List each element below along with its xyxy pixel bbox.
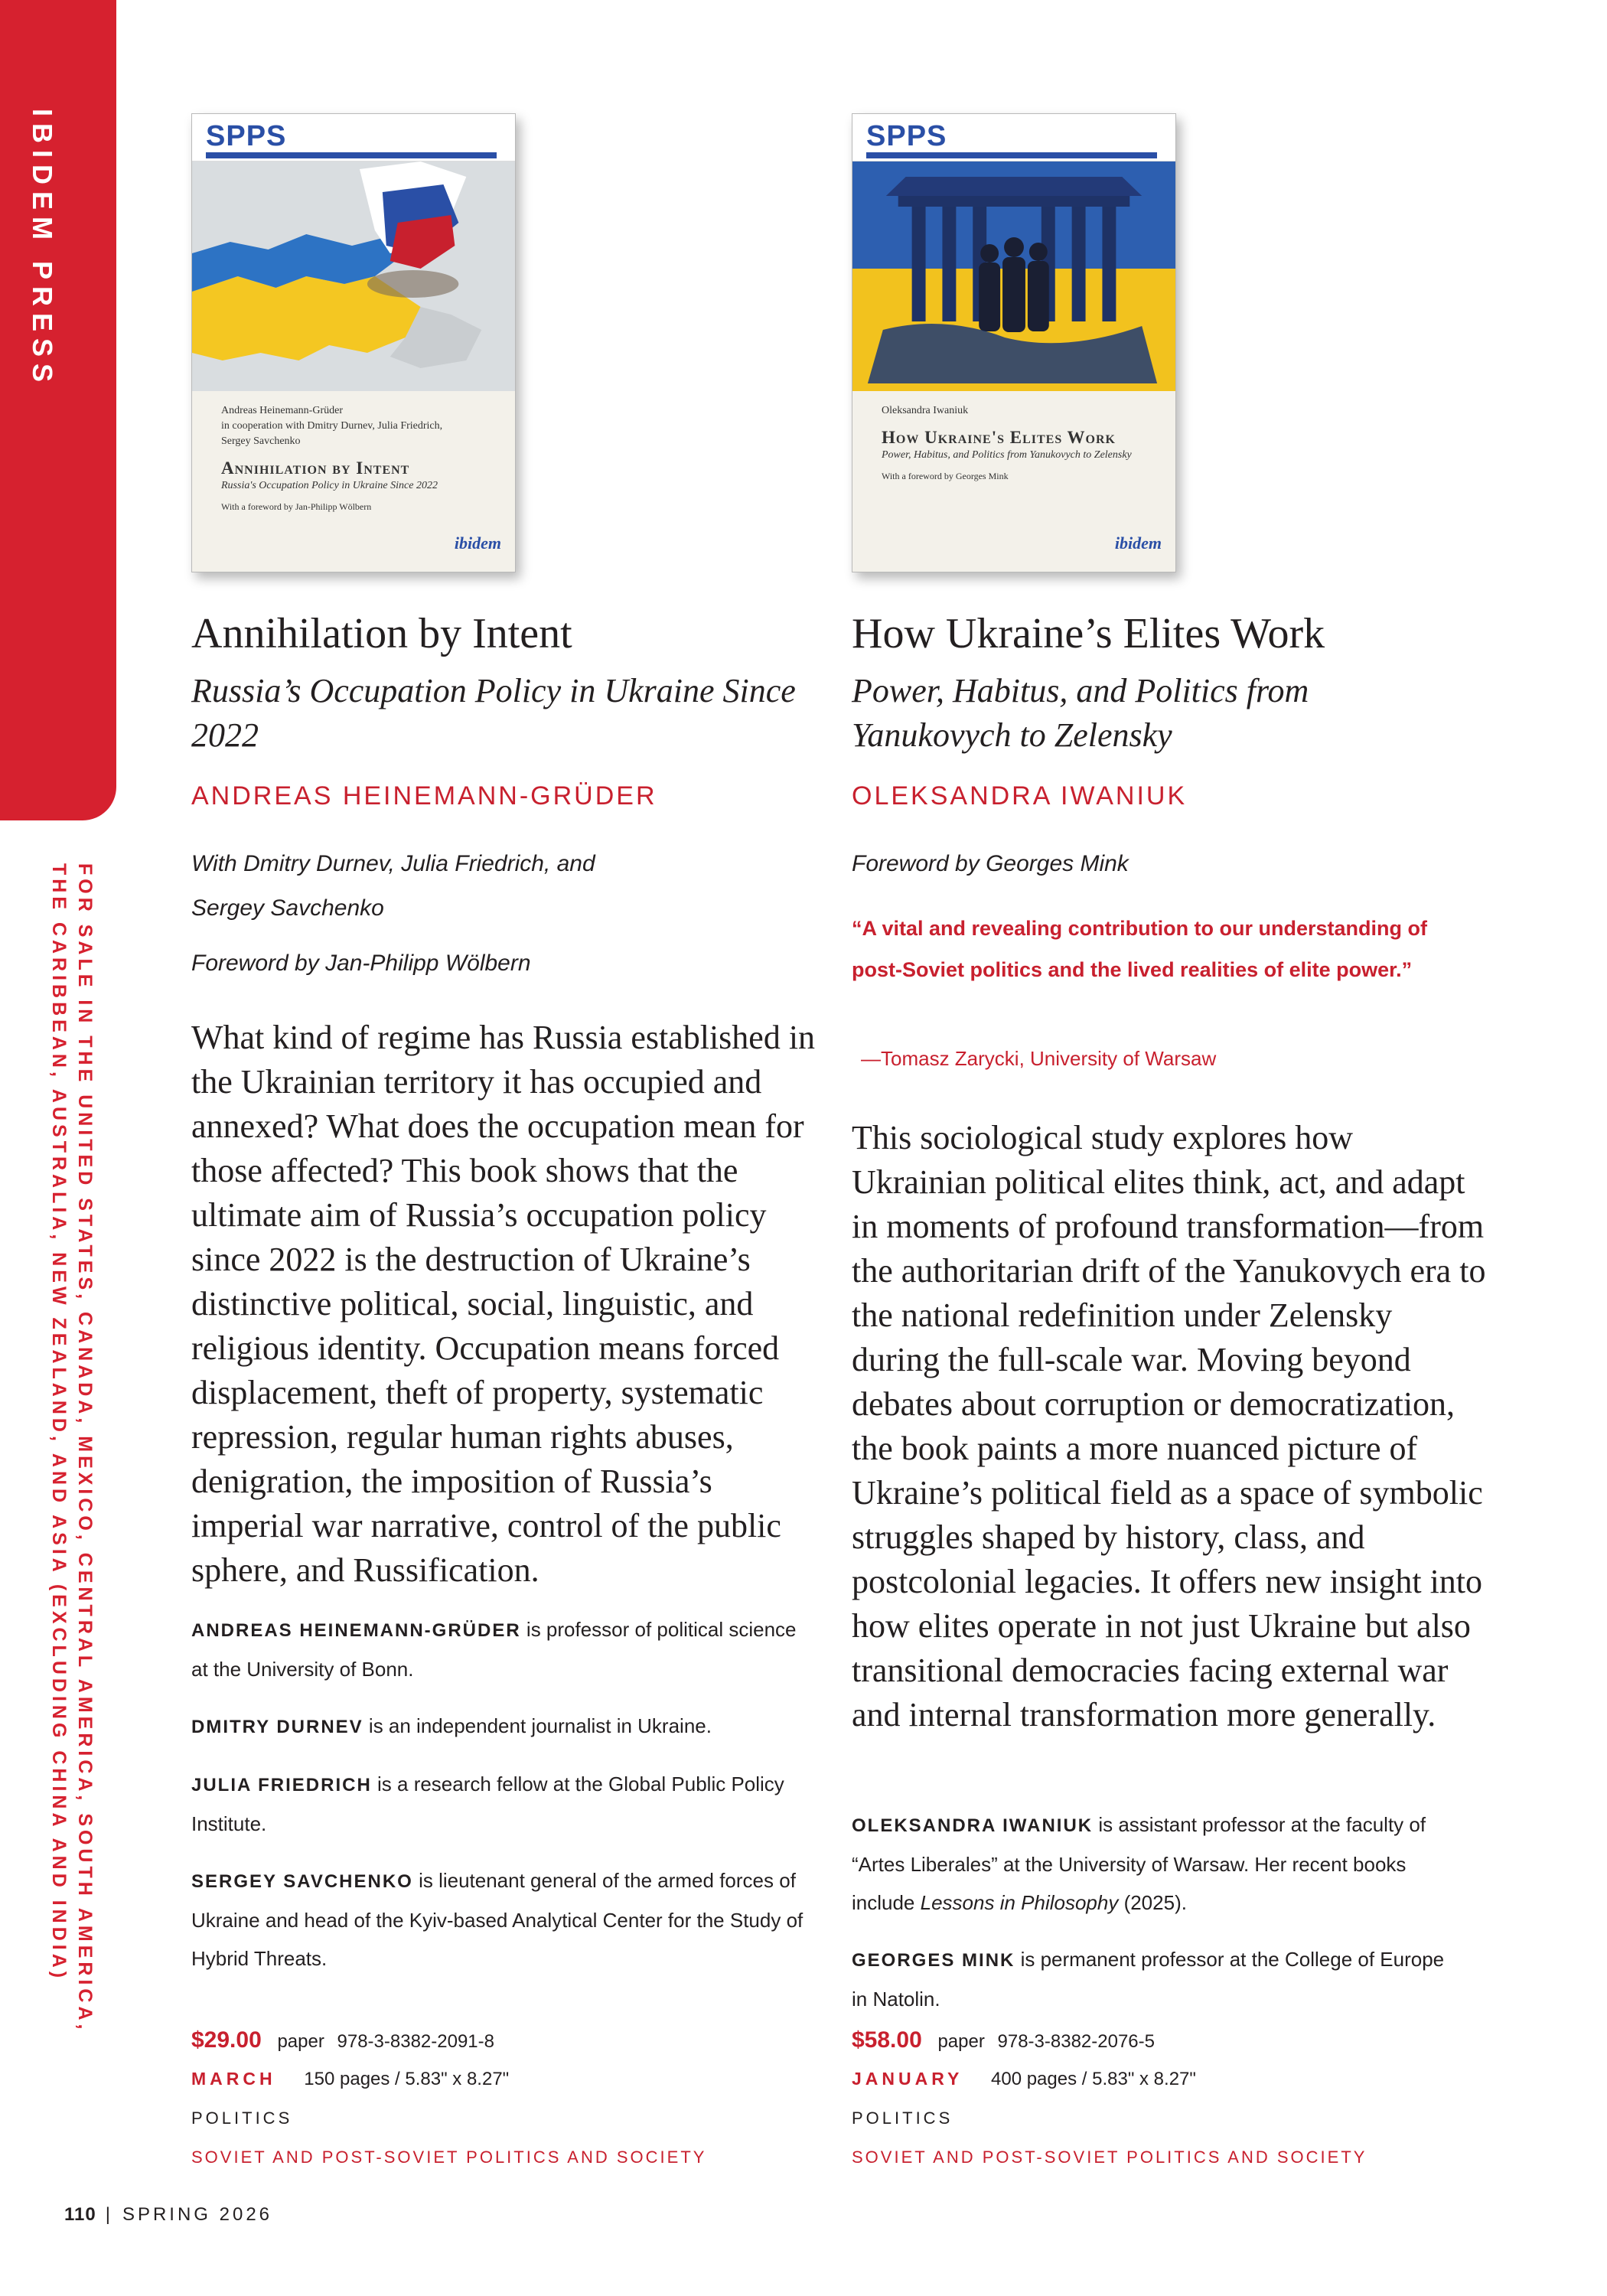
bio-entry bbox=[852, 1940, 1464, 2018]
price: $29.00 bbox=[191, 2027, 262, 2053]
page-specs: 150 pages / 5.83" x 8.27" bbox=[304, 2069, 510, 2089]
subject-category: POLITICS bbox=[191, 2108, 293, 2128]
book-metadata bbox=[852, 2020, 1367, 2177]
book-metadata bbox=[191, 2020, 706, 2177]
book-title: Annihilation by Intent bbox=[191, 610, 572, 657]
foreword-credit: Foreword by Jan-Philipp Wölbern bbox=[191, 951, 531, 976]
contributors-line: With Dmitry Durnev, Julia Friedrich, and bbox=[191, 851, 595, 876]
bio-name: DMITRY DURNEV bbox=[191, 1717, 363, 1737]
cover-author: Oleksandra Iwaniuk bbox=[882, 405, 969, 416]
price: $58.00 bbox=[852, 2027, 922, 2053]
book-description: What kind of regime has Russia established in the Ukrainian territory it has occupied and annexed? What does the occupation mean for those affected? This book shows that the ultimate aim of Russia’s occupation policy since 2022 is the destruction of Ukraine’s distinctive political, social, linguistic, and religious identity. Occupation means forced displacement, theft of property, systematic repression, regular human rights abuses, denigration, the imposition of Russia’s imperial war narrative, control of the public sphere, and Russification. bbox=[191, 1019, 816, 1589]
bio-text: is lieutenant general of the armed forces of Ukraine and head of the Kyiv-based Analytical Center for the Study of Hybrid Threats. bbox=[191, 1869, 804, 1970]
series-logo: SPPS bbox=[206, 120, 287, 152]
cover-subtitle: Power, Habitus, and Politics from Yanukovych to Zelensky bbox=[882, 449, 1132, 461]
cover-illustration-building bbox=[852, 161, 1175, 391]
bio-text: is a research fellow at the Global Public Policy Institute. bbox=[191, 1773, 784, 1835]
bio-text: is assistant professor at the faculty of “Artes Liberales” at the University of Warsaw. Her recent books include bbox=[852, 1813, 1426, 1914]
isbn: 978-3-8382-2076-5 bbox=[997, 2031, 1155, 2052]
cover-author: Andreas Heinemann-Grüder bbox=[221, 405, 343, 416]
bio-entry bbox=[191, 1707, 804, 1746]
series-name: SOVIET AND POST-SOVIET POLITICS AND SOCIETY bbox=[852, 2148, 1367, 2167]
cover-subtitle: Russia's Occupation Policy in Ukraine Since 2022 bbox=[221, 480, 438, 491]
bio-text: is permanent professor at the College of Europe in Natolin. bbox=[852, 1948, 1445, 2011]
cover-imprint: ibidem bbox=[1114, 533, 1162, 553]
publication-month: MARCH bbox=[191, 2069, 276, 2089]
bio-entry bbox=[852, 1805, 1464, 1922]
book-subtitle: Russia’s Occupation Policy in Ukraine Since 2022 bbox=[191, 672, 796, 754]
cover-series-header bbox=[192, 114, 515, 161]
bio-name: SERGEY SAVCHENKO bbox=[191, 1871, 413, 1892]
bio-entry bbox=[191, 1610, 804, 1688]
bio-text: is professor of political science at the University of Bonn. bbox=[191, 1618, 797, 1681]
bio-book-title: Lessons in Philosophy bbox=[920, 1891, 1119, 1914]
bio-text: is an independent journalist in Ukraine. bbox=[363, 1714, 712, 1737]
book-author: ANDREAS HEINEMANN-GRÜDER bbox=[191, 781, 657, 810]
page-number: 110 bbox=[64, 2204, 96, 2225]
bio-entry bbox=[191, 1765, 804, 1843]
series-name: SOVIET AND POST-SOVIET POLITICS AND SOCIETY bbox=[191, 2148, 707, 2167]
book-cover bbox=[191, 113, 516, 572]
cover-title: Annihilation by Intent bbox=[221, 458, 410, 478]
book-title: How Ukraine’s Elites Work bbox=[852, 610, 1325, 657]
book-author: OLEKSANDRA IWANIUK bbox=[852, 781, 1188, 810]
cover-author: Sergey Savchenko bbox=[221, 435, 301, 447]
bio-name: OLEKSANDRA IWANIUK bbox=[852, 1815, 1094, 1836]
bio-name: GEORGES MINK bbox=[852, 1950, 1015, 1971]
cover-author: in cooperation with Dmitry Durnev, Julia Friedrich, bbox=[221, 420, 443, 432]
bio-text: (2025). bbox=[1118, 1891, 1187, 1914]
review-source: —Tomasz Zarycki, University of Warsaw bbox=[861, 1047, 1217, 1070]
book-cover bbox=[852, 113, 1176, 572]
cover-foreword: With a foreword by Jan-Philipp Wölbern bbox=[221, 501, 372, 512]
subject-category: POLITICS bbox=[852, 2108, 953, 2128]
isbn: 978-3-8382-2091-8 bbox=[337, 2031, 494, 2052]
contributors-line: Sergey Savchenko bbox=[191, 895, 384, 921]
cover-series-header bbox=[852, 114, 1175, 161]
page-footer bbox=[64, 2204, 272, 2226]
publication-month: JANUARY bbox=[852, 2069, 963, 2089]
cover-imprint: ibidem bbox=[454, 533, 501, 553]
catalog-season: SPRING 2026 bbox=[122, 2204, 273, 2225]
cover-title: How Ukraine's Elites Work bbox=[882, 428, 1116, 447]
book-subtitle: Power, Habitus, and Politics from Yanukovych to Zelensky bbox=[852, 672, 1309, 754]
review-quote: “A vital and revealing contribution to our understanding of post-Soviet politics and the lived realities of elite power.” bbox=[852, 917, 1428, 981]
publisher-tab bbox=[0, 0, 116, 820]
format: paper bbox=[937, 2031, 985, 2052]
bio-name: JULIA FRIEDRICH bbox=[191, 1775, 372, 1795]
publisher-name: IBIDEM PRESS bbox=[27, 109, 58, 390]
footer-separator: | bbox=[105, 2204, 113, 2225]
bio-name: ANDREAS HEINEMANN-GRÜDER bbox=[191, 1620, 521, 1641]
foreword-credit: Foreword by Georges Mink bbox=[852, 851, 1129, 876]
cover-foreword: With a foreword by Georges Mink bbox=[882, 471, 1009, 481]
cover-illustration-map bbox=[192, 161, 515, 391]
bio-entry bbox=[191, 1861, 804, 1978]
sales-territory-note: FOR SALE IN THE UNITED STATES, CANADA, MEXICO, CENTRAL AMERICA, SOUTH AMERICA, THE CARIBBEAN, AUSTRALIA, NEW ZEALAND, AND ASIA (EXCLUDING CHINA AND INDIA) bbox=[48, 863, 96, 2033]
author-bios bbox=[191, 1610, 804, 1996]
author-bios bbox=[852, 1805, 1464, 2037]
book-description: This sociological study explores how Ukrainian political elites think, act, and adapt in moments of profound transformation—from the authoritarian drift of the Yanukovych era to the national redefinition under Zelensky during the full-scale war. Moving beyond debates about corruption or democratization, the book paints a more nuanced picture of Ukraine’s political field as a space of symbolic struggles shaped by history, class, and postcolonial legacies. It offers new insight into how elites operate in not just Ukraine but also transitional democracies facing external war and internal transformation more generally. bbox=[852, 1119, 1486, 1733]
series-logo: SPPS bbox=[866, 120, 947, 152]
page-specs: 400 pages / 5.83" x 8.27" bbox=[991, 2069, 1196, 2089]
format: paper bbox=[277, 2031, 324, 2052]
